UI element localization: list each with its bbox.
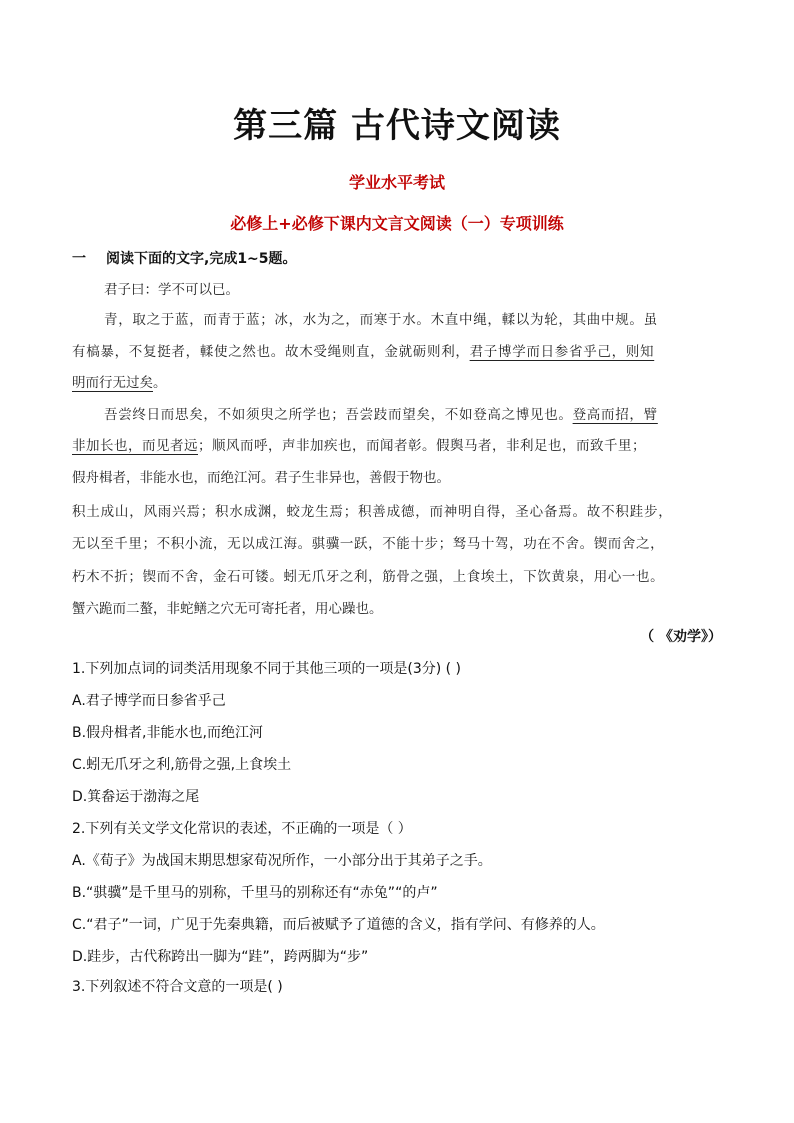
passage-p4-line3: 朽木不折；锲而不舍，金石可镂。蚓无爪牙之利，筋骨之强，上食埃土，下饮黄泉，用心一也。 [72,569,665,585]
exam-subtitle: 学业水平考试 [348,173,445,192]
underlined-sentence-2: 登高而招，臂 [572,407,658,423]
question-2-option-c: C.“君子”一词，广见于先秦典籍，而后被赋予了道德的含义，指有学问、有修养的人。 [72,917,605,933]
passage-p2-line2: 有槁暴，不复挺者，輮使之然也。故木受绳则直，金就砺则利，君子博学而日参省乎己，则知 [72,344,655,360]
question-1-option-d: D.箕畚运于渤海之尾 [72,789,200,805]
passage-p2-line3: 明而行无过矣。 [72,375,167,391]
question-3: 3.下列叙述不符合文意的一项是( ) [72,979,283,995]
passage-p4-line4: 蟹六跪而二螯，非蛇鳝之穴无可寄托者，用心躁也。 [72,601,383,617]
question-2-option-a: A.《荀子》为战国末期思想家荀况所作，一小部分出于其弟子之手。 [72,853,492,869]
passage-p3-line3: 假舟楫者，非能水也，而绝江河。君子生非异也，善假于物也。 [72,470,450,486]
passage-p1: 君子曰：学不可以已。 [104,282,239,298]
page-title: 第三篇 古代诗文阅读 [233,106,561,146]
passage-p3-line2: 非加长也，而见者远；顺风而呼，声非加疾也，而闻者彰。假舆马者，非利足也，而致千里； [72,438,646,454]
section-heading [72,248,297,268]
underlined-sentence-end: 明而行无过矣 [72,375,153,391]
passage-p3-line1: 吾尝终日而思矣，不如须臾之所学也；吾尝跂而望矣，不如登高之博见也。登高而招，臂 [104,407,658,423]
underlined-sentence-2-end: 非加长也，而见者远 [72,438,198,454]
passage-p2-line1: 青，取之于蓝，而青于蓝；冰，水为之，而寒于水。木直中绳，輮以为轮，其曲中规。虽 [104,312,658,328]
question-2-option-b: B.“骐骥”是千里马的别称，千里马的别称还有“赤兔”“的卢” [72,885,438,901]
section-number: 一 [72,251,86,267]
passage-p4-line1: 积土成山，风雨兴焉；积水成渊，蛟龙生焉；积善成德，而神明自得，圣心备焉。故不积跬步， [72,504,673,520]
underlined-sentence: 君子博学而日参省乎己，则知 [469,344,655,360]
training-subtitle: 必修上+必修下课内文言文阅读（一）专项训练 [230,214,564,233]
passage-source: （ 《劝学》） [640,629,722,645]
question-1-option-a: A.君子博学而日参省乎己 [72,693,226,709]
question-1-option-b: B.假舟楫者,非能水也,而绝江河 [72,725,263,741]
section-instruction: 阅读下面的文字,完成1~5题。 [106,251,297,267]
question-1: 1.下列加点词的词类活用现象不同于其他三项的一项是(3分) ( ) [72,661,462,677]
question-2: 2.下列有关文学文化常识的表述，不正确的一项是（ ） [72,821,412,837]
question-2-option-d: D.跬步，古代称跨出一脚为“跬”，跨两脚为“步” [72,949,369,965]
passage-p4-line2: 无以至千里；不积小流，无以成江海。骐骥一跃，不能十步；驽马十驾，功在不舍。锲而舍之， [72,536,665,552]
question-1-option-c: C.蚓无爪牙之利,筋骨之强,上食埃土 [72,757,292,773]
